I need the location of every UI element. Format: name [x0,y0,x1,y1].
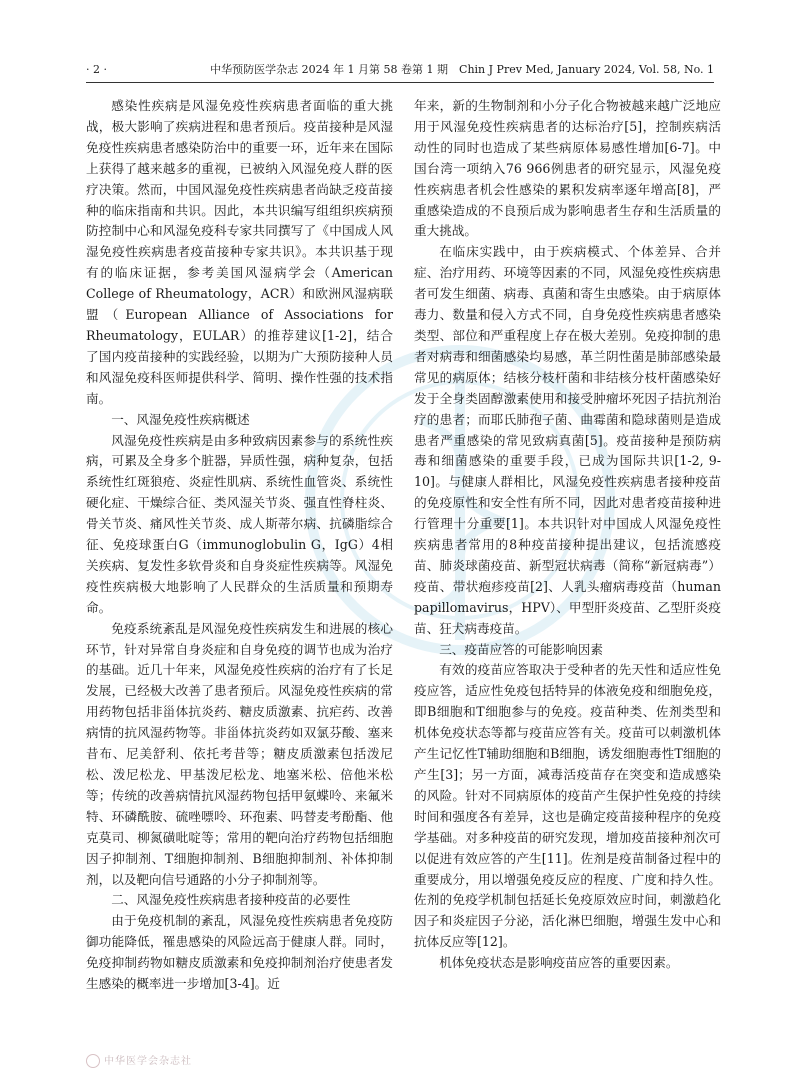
running-header [86,60,714,83]
section-heading: 三、疫苗应答的可能影响因素 [439,641,603,657]
publisher-logo-icon [86,1054,100,1068]
right-column [414,96,721,974]
paragraph: 免疫系统紊乱是风湿免疫性疾病发生和进展的核心环节，针对异常自身炎症和自身免疫的调节也成为治疗的基础。近几十年来，风湿免疫性疾病的治疗有了长足发展，已经极大改善了患者预后。风湿免疫性疾病的常用药物包括非甾体抗炎药、糖皮质激素、抗疟药、改善病情的抗风湿药物等。非甾体抗炎药如双氯芬酸、塞来昔布、尼美舒利、依托考昔等；糖皮质激素包括泼尼松、泼尼松龙、甲基泼尼松龙、地塞米松、倍他米松等；传统的改善病情抗风湿药物包括甲氨蝶呤、来氟米特、环磷酰胺、硫唑嘌呤、环孢素、吗替麦考酚酯、他克莫司、柳氮磺吡啶等；常用的靶向治疗药物包括细胞因子抑制剂、T细胞抑制剂、B细胞抑制剂、补体抑制剂，以及靶向信号通路的小分子抑制剂等。 [86,620,393,887]
section-heading: 一、风湿免疫性疾病概述 [111,411,250,427]
page-number: · 2 · [86,63,107,76]
paragraph: 感染性疾病是风湿免疫性疾病患者面临的重大挑战，极大影响了疾病进程和患者预后。疫苗接种是风湿免疫性疾病患者感染防治中的重要一环，近年来在国际上获得了越来越多的重视，已被纳入风湿免疫人群的医疗决策。然而，中国风湿免疫性疾病患者尚缺乏疫苗接种的临床指南和共识。因此，本共识编写组组织疾病预防控制中心和风湿免疫科专家共同撰写了《中国成人风湿免疫性疾病患者疫苗接种专家共识》。本共识基于现有的临床证据，参考美国风湿病学会（American College of Rheumatology，ACR）和欧洲风湿病联盟（European Alliance of Associations for Rheumatology，EULAR）的推荐建议[1-2]，结合了国内疫苗接种的实践经验，以期为广大预防接种人员和风湿免疫科医师提供科学、简明、操作性强的技术指南。 [86,98,393,406]
paragraph: 在临床实践中，由于疾病模式、个体差异、合并症、治疗用药、环境等因素的不同，风湿免疫性疾病患者可发生细菌、病毒、真菌和寄生虫感染。由于病原体毒力、数量和侵入方式不同，自身免疫性疾病患者感染类型、部位和严重程度上存在极大差别。免疫抑制的患者对病毒和细菌感染均易感，革兰阴性菌是肺部感染最常见的病原体；结核分枝杆菌和非结核分枝杆菌感染好发于全身类固醇激素使用和接受肿瘤坏死因子拮抗剂治疗的患者；而耶氏肺孢子菌、曲霉菌和隐球菌则是造成患者严重感染的常见致病真菌[5]。疫苗接种是预防病毒和细菌感染的重要手段，已成为国际共识[1-2, 9-10]。与健康人群相比，风湿免疫性疾病患者接种疫苗的免疫原性和安全性有所不同，因此对患者疫苗接种进行管理十分重要[1]。本共识针对中国成人风湿免疫性疾病患者常用的8种疫苗接种提出建议，包括流感疫苗、肺炎球菌疫苗、新型冠状病毒（简称“新冠病毒”）疫苗、带状疱疹疫苗[2]、人乳头瘤病毒疫苗（human papillomavirus，HPV）、甲型肝炎疫苗、乙型肝炎疫苗、狂犬病毒疫苗。 [414,244,721,636]
paragraph: 风湿免疫性疾病是由多种致病因素参与的系统性疾病，可累及全身多个脏器，异质性强，病种复杂，包括系统性红斑狼疮、炎症性肌病、系统性血管炎、系统性硬化症、干燥综合征、类风湿关节炎、强直性脊柱炎、骨关节炎、痛风性关节炎、成人斯蒂尔病、抗磷脂综合征、免疫球蛋白G（immunoglobulin G，IgG）4相关疾病、复发性多软骨炎和自身炎症性疾病等。风湿免疫性疾病极大地影响了人民群众的生活质量和预期寿命。 [86,432,393,615]
paragraph: 有效的疫苗应答取决于受种者的先天性和适应性免疫应答，适应性免疫包括特异的体液免疫和细胞免疫，即B细胞和T细胞参与的免疫。疫苗种类、佐剂类型和机体免疫状态等都与疫苗应答有关。疫苗可以刺激机体产生记忆性T辅助细胞和B细胞，诱发细胞毒性T细胞的产生[3]；另一方面，减毒活疫苗存在突变和造成感染的风险。针对不同病原体的疫苗产生保护性免疫的持续时间和强度各有差异，这也是确定疫苗接种程序的免疫学基础。对多种疫苗的研究发现，增加疫苗接种剂次可以促进有效应答的产生[11]。佐剂是疫苗制备过程中的重要成分，用以增强免疫反应的程度、广度和持久性。佐剂的免疫学机制包括延长免疫原效应时间，刺激趋化因子和炎症因子分泌，活化淋巴细胞，增强生发中心和抗体反应等[12]。 [414,662,721,950]
paragraph: 机体免疫状态是影响疫苗应答的重要因素。 [439,955,679,971]
paragraph: 由于免疫机制的紊乱，风湿免疫性疾病患者免疫防御功能降低，罹患感染的风险远高于健康人群。同时，免疫抑制药物如糖皮质激素和免疫抑制剂治疗使患者发生感染的概率进一步增加[3-4]。近 [86,913,393,992]
journal-info: 中华预防医学杂志 2024 年 1 月第 58 卷第 1 期 Chin J Prev Med, January 2024, Vol. 58, No. 1 [210,63,714,76]
section-heading: 二、风湿免疫性疾病患者接种疫苗的必要性 [111,892,351,908]
publisher-footer [86,1052,192,1068]
left-column [86,96,393,995]
paragraph: 年来，新的生物制剂和小分子化合物被越来越广泛地应用于风湿免疫性疾病患者的达标治疗[5]，控制疾病活动性的同时也造成了某些病原体易感性增加[6-7]。中国台湾一项纳入76 966例患者的研究显示，风湿免疫性疾病患者机会性感染的累积发病率逐年增高[8]，严重感染造成的不良预后成为影响患者生存和生活质量的重大挑战。 [414,98,721,239]
publisher-name: 中华医学会杂志社 [104,1056,192,1067]
